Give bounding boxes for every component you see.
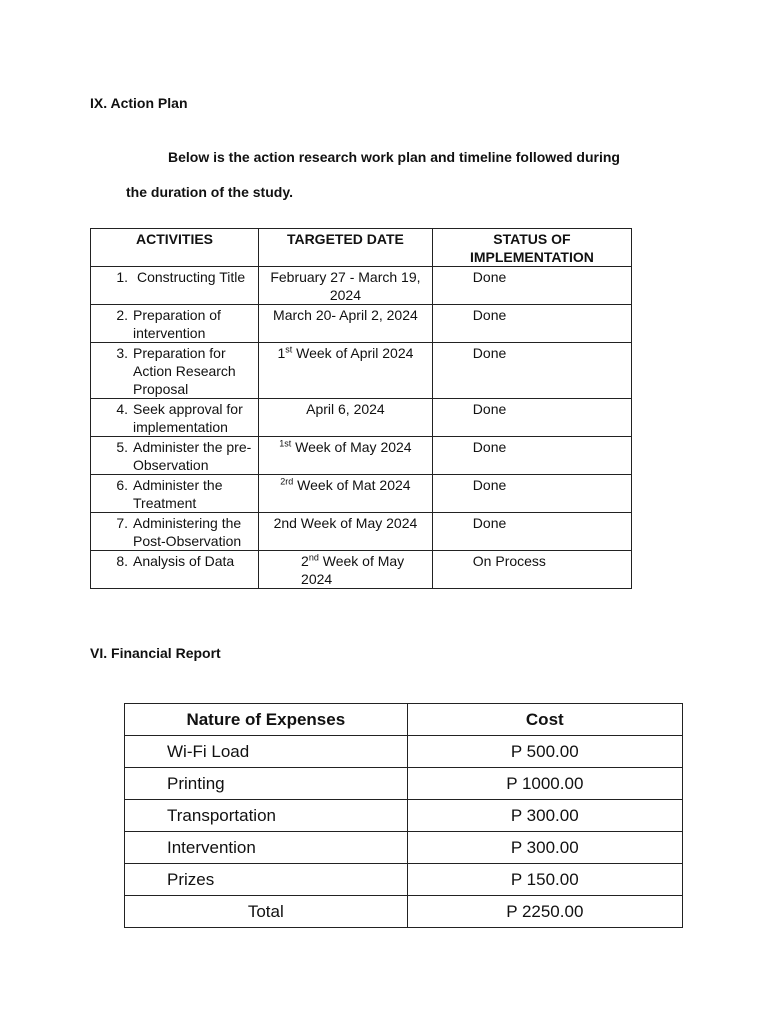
header-nature-of-expenses: Nature of Expenses bbox=[125, 704, 408, 736]
status-cell: On Process bbox=[432, 551, 631, 589]
activity-number: 6. bbox=[116, 477, 128, 493]
table-row bbox=[91, 551, 632, 589]
intro-line-1: Below is the action research work plan and timeline followed during bbox=[168, 149, 620, 165]
activity-number: 3. bbox=[116, 345, 128, 361]
date-cell: April 6, 2024 bbox=[259, 399, 433, 437]
table-header-row bbox=[125, 704, 683, 736]
date-cell: $^{1st}$ Week of May 2024 bbox=[259, 437, 433, 475]
activity-number: 5. bbox=[116, 439, 128, 455]
activity-cell bbox=[91, 475, 259, 513]
table-total-row bbox=[125, 896, 683, 928]
financial-report-table bbox=[124, 703, 683, 928]
activity-text: Preparation for Action Research Proposal bbox=[133, 345, 236, 397]
activity-number: 8. bbox=[116, 553, 128, 569]
table-header-row bbox=[91, 229, 632, 267]
intro-line-2: the duration of the study. bbox=[126, 184, 293, 200]
cost-cell: P 300.00 bbox=[407, 800, 682, 832]
status-cell: Done bbox=[432, 513, 631, 551]
status-cell: Done bbox=[432, 343, 631, 399]
total-label: Total bbox=[125, 896, 408, 928]
expense-cell: Prizes bbox=[125, 864, 408, 896]
activity-text: Analysis of Data bbox=[133, 553, 235, 569]
activity-text: Administering the Post-Observation bbox=[133, 515, 242, 549]
activity-cell bbox=[91, 267, 259, 305]
activity-cell bbox=[91, 305, 259, 343]
status-cell: Done bbox=[432, 399, 631, 437]
total-cost: P 2250.00 bbox=[407, 896, 682, 928]
activity-cell bbox=[91, 343, 259, 399]
table-row bbox=[125, 736, 683, 768]
activity-cell bbox=[91, 513, 259, 551]
header-status: STATUS OF IMPLEMENTATION bbox=[432, 229, 631, 267]
date-cell: March 20- April 2, 2024 bbox=[259, 305, 433, 343]
activity-text: Seek approval for implementation bbox=[133, 401, 243, 435]
activity-cell bbox=[91, 399, 259, 437]
action-plan-table bbox=[90, 228, 632, 589]
expense-cell: Intervention bbox=[125, 832, 408, 864]
activity-cell bbox=[91, 551, 259, 589]
header-cost: Cost bbox=[407, 704, 682, 736]
cost-cell: P 1000.00 bbox=[407, 768, 682, 800]
expense-cell: Wi-Fi Load bbox=[125, 736, 408, 768]
table-row bbox=[91, 399, 632, 437]
status-cell: Done bbox=[432, 267, 631, 305]
section-title-action-plan: IX. Action Plan bbox=[90, 95, 188, 111]
date-cell: 2nd Week of May 2024 bbox=[259, 551, 433, 589]
table-row bbox=[91, 343, 632, 399]
table-row bbox=[91, 305, 632, 343]
table-row bbox=[91, 267, 632, 305]
expense-cell: Printing bbox=[125, 768, 408, 800]
activity-text: Preparation of intervention bbox=[133, 307, 221, 341]
table-row bbox=[91, 513, 632, 551]
activity-cell bbox=[91, 437, 259, 475]
table-row bbox=[125, 800, 683, 832]
cost-cell: P 300.00 bbox=[407, 832, 682, 864]
section-title-financial-report: VI. Financial Report bbox=[90, 645, 221, 661]
activity-text: Administer the pre-Observation bbox=[133, 439, 252, 473]
activity-number: 1. bbox=[116, 269, 128, 285]
activity-number: 2. bbox=[116, 307, 128, 323]
cost-cell: P 150.00 bbox=[407, 864, 682, 896]
date-cell: $^{2rd}$ Week of Mat 2024 bbox=[259, 475, 433, 513]
table-row bbox=[91, 437, 632, 475]
activity-text: Administer the Treatment bbox=[133, 477, 223, 511]
table-row bbox=[125, 864, 683, 896]
status-cell: Done bbox=[432, 475, 631, 513]
date-cell: 2nd Week of May 2024 bbox=[259, 513, 433, 551]
activity-number: 7. bbox=[116, 515, 128, 531]
expense-cell: Transportation bbox=[125, 800, 408, 832]
table-row bbox=[125, 832, 683, 864]
table-row bbox=[125, 768, 683, 800]
table-row bbox=[91, 475, 632, 513]
date-cell: February 27 - March 19, 2024 bbox=[259, 267, 433, 305]
status-cell: Done bbox=[432, 305, 631, 343]
activity-text: Constructing Title bbox=[137, 269, 246, 285]
activity-number: 4. bbox=[116, 401, 128, 417]
header-activities: ACTIVITIES bbox=[91, 229, 259, 267]
date-cell: 1st Week of April 2024 bbox=[259, 343, 433, 399]
cost-cell: P 500.00 bbox=[407, 736, 682, 768]
status-cell: Done bbox=[432, 437, 631, 475]
header-targeted-date: TARGETED DATE bbox=[259, 229, 433, 267]
